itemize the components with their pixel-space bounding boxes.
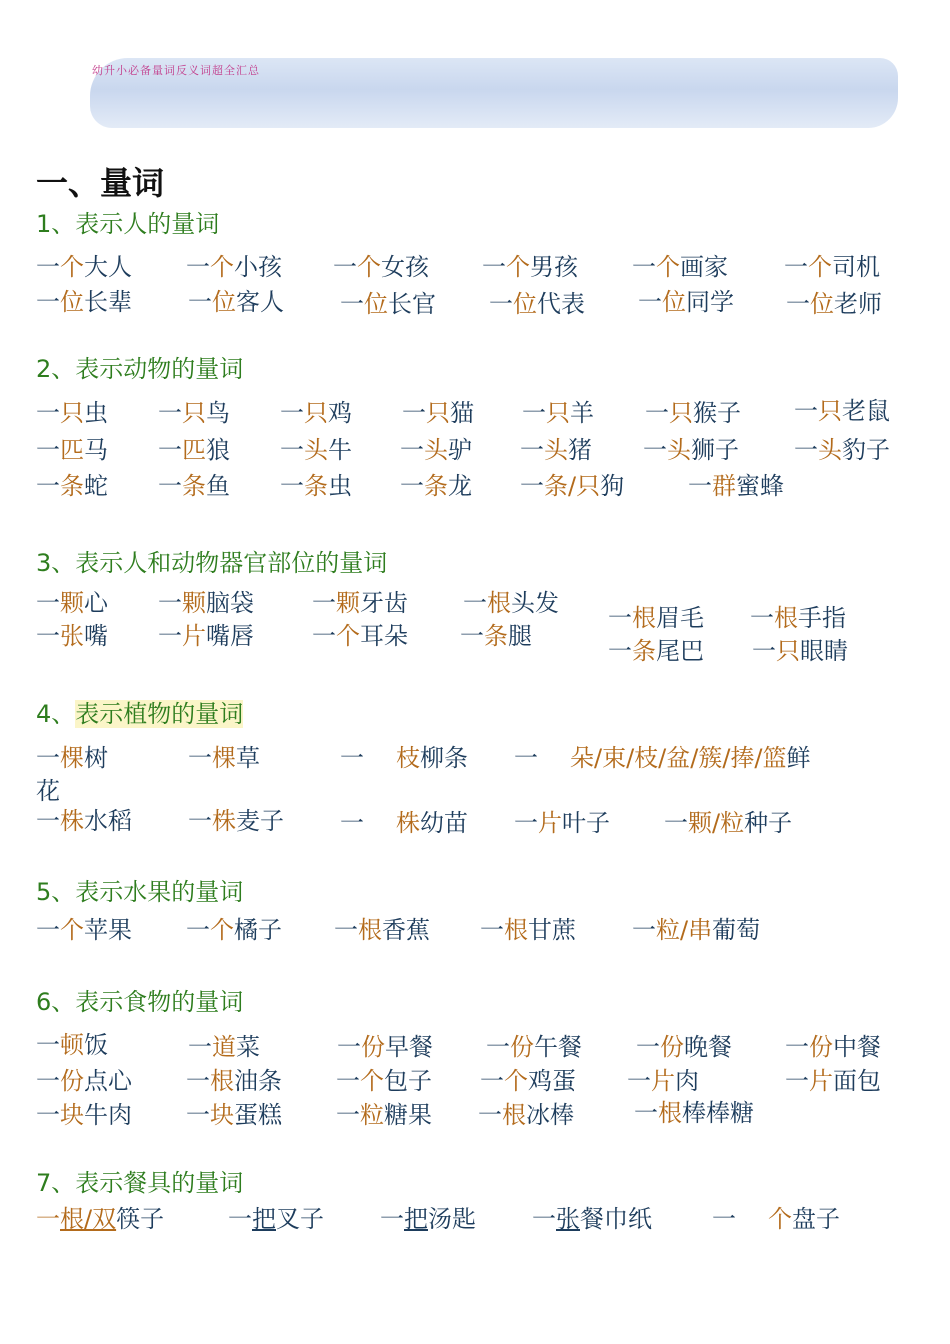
measure-word-item: 一条蛇 — [36, 472, 108, 500]
measure-word-item: 一顿饭 — [36, 1031, 108, 1059]
measure-word-item: 一条/只狗 — [520, 472, 625, 500]
measure-word-item: 一群蜜蜂 — [688, 472, 784, 500]
measure-word-item: 一位长官 — [340, 290, 436, 318]
measure-word-item: 一根油条 — [186, 1067, 282, 1095]
measure-word-item: 一条虫 — [280, 472, 352, 500]
measure-word-item: 一头狮子 — [643, 436, 739, 464]
measure-word-item: 枝柳条 — [396, 744, 468, 772]
measure-word-item: 一片叶子 — [514, 809, 610, 837]
measure-word-item: 一粒/串葡萄 — [632, 916, 761, 944]
measure-word-item: 一片面包 — [785, 1067, 881, 1095]
measure-word-item: 一颗心 — [36, 589, 108, 617]
measure-word-item: 一条龙 — [400, 472, 472, 500]
measure-word-item: 花 — [36, 777, 60, 805]
measure-word-item: 一棵树 — [36, 744, 108, 772]
measure-word-item: 一根/双筷子 — [36, 1205, 165, 1233]
measure-word-item: 一条尾巴 — [608, 637, 704, 665]
measure-word-item: 一个大人 — [36, 253, 132, 281]
measure-word-item: 一头豹子 — [794, 436, 890, 464]
measure-word-item: 一 — [340, 744, 364, 772]
measure-word-item: 一 — [712, 1205, 736, 1233]
measure-word-item: 一位代表 — [489, 290, 585, 318]
measure-word-item: 一头猪 — [520, 436, 592, 464]
measure-word-item: 一头驴 — [400, 436, 472, 464]
measure-word-item: 一份晚餐 — [636, 1033, 732, 1061]
measure-word-item: 一个包子 — [336, 1067, 432, 1095]
measure-word-item: 一根冰棒 — [478, 1101, 574, 1129]
measure-word-item: 一把叉子 — [228, 1205, 324, 1233]
measure-word-item: 一个画家 — [632, 253, 728, 281]
measure-word-item: 一头牛 — [280, 436, 352, 464]
measure-word-item: 一根甘蔗 — [480, 916, 576, 944]
measure-word-item: 一个鸡蛋 — [480, 1067, 576, 1095]
measure-word-item: 一片嘴唇 — [158, 622, 254, 650]
measure-word-item: 一粒糖果 — [336, 1101, 432, 1129]
measure-word-item: 一块牛肉 — [36, 1101, 132, 1129]
measure-word-item: 一个耳朵 — [312, 622, 408, 650]
measure-word-item: 个盘子 — [768, 1205, 840, 1233]
measure-word-item: 一块蛋糕 — [186, 1101, 282, 1129]
measure-word-item: 一根手指 — [750, 604, 846, 632]
measure-word-item: 朵/束/枝/盆/簇/捧/篮鲜 — [570, 744, 811, 772]
measure-word-item: 一张餐巾纸 — [532, 1205, 652, 1233]
measure-word-item: 一只虫 — [36, 399, 108, 427]
measure-word-item: 一个司机 — [784, 253, 880, 281]
measure-word-item: 一个小孩 — [186, 253, 282, 281]
measure-word-item: 一 — [340, 809, 364, 837]
measure-word-item: 一条鱼 — [158, 472, 230, 500]
measure-word-item: 一个苹果 — [36, 916, 132, 944]
measure-word-item: 一根棒棒糖 — [634, 1099, 754, 1127]
measure-word-item: 一只猴子 — [645, 399, 741, 427]
measure-word-item: 一株水稻 — [36, 807, 132, 835]
measure-word-item: 一条腿 — [460, 622, 532, 650]
measure-word-item: 一颗脑袋 — [158, 589, 254, 617]
measure-word-item: 一颗/粒种子 — [664, 809, 793, 837]
measure-word-item: 一株麦子 — [188, 807, 284, 835]
measure-word-item: 一匹马 — [36, 436, 108, 464]
measure-word-item: 一个橘子 — [186, 916, 282, 944]
section-title: 5、表示水果的量词 — [36, 878, 244, 906]
measure-word-item: 一只老鼠 — [794, 397, 890, 425]
measure-word-item: 一颗牙齿 — [312, 589, 408, 617]
measure-word-item: 一位同学 — [638, 288, 734, 316]
measure-word-item: 一匹狼 — [158, 436, 230, 464]
measure-word-item: 一份午餐 — [486, 1033, 582, 1061]
measure-word-item: 一位长辈 — [36, 288, 132, 316]
measure-word-item: 一只猫 — [402, 399, 474, 427]
measure-word-item: 一根眉毛 — [608, 604, 704, 632]
measure-word-item: 一只鸡 — [280, 399, 352, 427]
measure-word-item: 一棵草 — [188, 744, 260, 772]
measure-word-item: 一只鸟 — [158, 399, 230, 427]
section-title: 2、表示动物的量词 — [36, 355, 244, 383]
measure-word-item: 一个女孩 — [333, 253, 429, 281]
banner-title: 幼升小必备量词反义词超全汇总 — [92, 64, 260, 77]
measure-word-item: 一位老师 — [786, 290, 882, 318]
measure-word-item: 一份点心 — [36, 1067, 132, 1095]
section-title: 7、表示餐具的量词 — [36, 1169, 244, 1197]
measure-word-item: 一份早餐 — [337, 1033, 433, 1061]
measure-word-item: 一片肉 — [627, 1067, 699, 1095]
measure-word-item: 一根头发 — [463, 589, 559, 617]
measure-word-item: 株幼苗 — [396, 809, 468, 837]
section-title: 3、表示人和动物器官部位的量词 — [36, 549, 388, 577]
measure-word-item: 一份中餐 — [785, 1033, 881, 1061]
measure-word-item: 一 — [514, 744, 538, 772]
measure-word-item: 一张嘴 — [36, 622, 108, 650]
measure-word-item: 一只眼睛 — [752, 637, 848, 665]
measure-word-item: 一位客人 — [188, 288, 284, 316]
measure-word-item: 一个男孩 — [482, 253, 578, 281]
section-title: 6、表示食物的量词 — [36, 988, 244, 1016]
measure-word-item: 一只羊 — [522, 399, 594, 427]
page-title: 一、量词 — [36, 164, 165, 202]
measure-word-item: 一道菜 — [188, 1033, 260, 1061]
measure-word-item: 一把汤匙 — [380, 1205, 476, 1233]
section-title: 4、表示植物的量词 — [36, 700, 244, 728]
section-title: 1、表示人的量词 — [36, 210, 220, 238]
measure-word-item: 一根香蕉 — [334, 916, 430, 944]
